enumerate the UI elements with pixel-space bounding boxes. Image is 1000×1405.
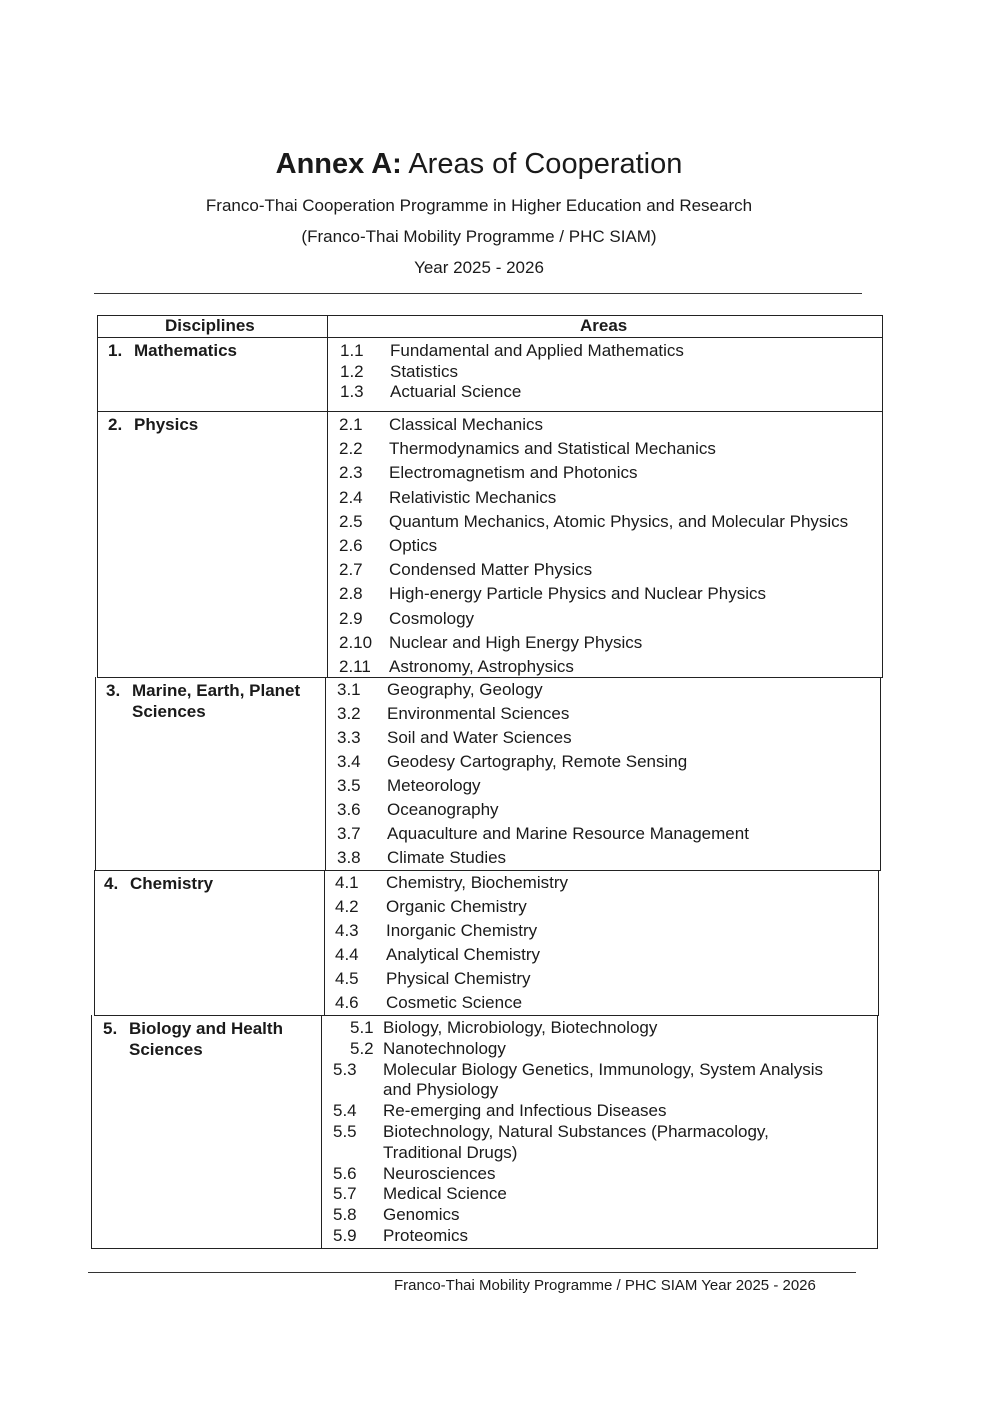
row-border: [94, 1015, 879, 1016]
area-name: Biotechnology, Natural Substances (Pharmacology,: [383, 1122, 769, 1141]
area-item: [333, 1205, 357, 1225]
area-name: Molecular Biology Genetics, Immunology, System Analysis: [383, 1059, 823, 1079]
area-item: [339, 463, 363, 483]
area-code: 3.5: [337, 776, 361, 795]
area-name: Climate Studies: [387, 848, 507, 867]
area-name: Geodesy Cartography, Remote Sensing: [387, 752, 688, 771]
area-code: 4.2: [335, 897, 359, 916]
discipline-name: Biology and Health: [129, 1019, 283, 1038]
area-item: [339, 609, 363, 629]
table-right-border: [878, 870, 879, 1015]
table-column-divider: [327, 315, 328, 337]
area-name: Oceanography: [387, 800, 499, 819]
area-item: [337, 728, 361, 748]
area-item: [339, 439, 363, 459]
area-item: [335, 945, 359, 965]
area-name: Re-emerging and Infectious Diseases: [383, 1101, 667, 1121]
area-code: 5.2: [350, 1038, 374, 1058]
area-item: [339, 488, 363, 508]
area-name: Meteorology: [387, 776, 481, 795]
area-item: [335, 897, 359, 917]
area-item: [335, 969, 359, 989]
area-code: 4.3: [335, 921, 359, 940]
area-name: Statistics: [390, 361, 459, 381]
area-item: [350, 1018, 374, 1038]
area-code: 2.10: [339, 632, 373, 652]
area-name: Cosmetic Science: [386, 993, 523, 1012]
area-code: 3.6: [337, 800, 361, 819]
row-border: [97, 411, 883, 412]
area-code: 5.6: [333, 1163, 357, 1183]
area-name: High-energy Particle Physics and Nuclear Physics: [389, 584, 766, 604]
area-code: 2.9: [339, 608, 363, 628]
table-left-border: [97, 315, 98, 337]
header-areas: Areas: [580, 316, 628, 335]
area-name-continued: Traditional Drugs): [383, 1142, 518, 1162]
area-name: Nanotechnology: [383, 1038, 506, 1058]
table-left-border: [94, 870, 95, 1015]
area-name: Quantum Mechanics, Atomic Physics, and Molecular Physics: [389, 511, 849, 531]
table-header-border: [97, 337, 883, 338]
row-border: [97, 677, 883, 678]
area-code: 2.4: [339, 487, 363, 507]
discipline-number: 2.: [108, 415, 123, 434]
area-code: 5.5: [333, 1122, 357, 1141]
table-left-border: [97, 337, 98, 411]
discipline-name: Mathematics: [134, 341, 237, 360]
area-code: 3.1: [337, 680, 361, 699]
area-code: 1.3: [340, 382, 364, 401]
area-item: [339, 633, 372, 653]
area-name: Biology, Microbiology, Biotechnology: [383, 1018, 658, 1037]
area-name: Actuarial Science: [390, 382, 522, 401]
area-item: [333, 1101, 357, 1121]
discipline-number: 3.: [106, 681, 121, 700]
area-name: Analytical Chemistry: [386, 945, 540, 964]
discipline-name: Physics: [134, 415, 199, 434]
area-code: 5.3: [333, 1059, 357, 1079]
page-footer: Franco-Thai Mobility Programme / PHC SIAM Year 2025 - 2026: [394, 1277, 816, 1294]
area-code: 2.5: [339, 511, 363, 531]
area-code: 3.3: [337, 728, 361, 747]
area-name: Fundamental and Applied Mathematics: [390, 341, 684, 360]
title-text: Areas of Cooperation: [408, 148, 683, 180]
area-name: Soil and Water Sciences: [387, 728, 572, 747]
area-item: [350, 1039, 374, 1059]
area-name: Chemistry, Biochemistry: [386, 873, 568, 892]
area-code: 4.4: [335, 945, 359, 964]
area-code: 5.1: [350, 1018, 374, 1037]
area-item: [339, 584, 363, 604]
discipline-name: Chemistry: [130, 874, 214, 893]
area-code: 5.4: [333, 1101, 357, 1121]
area-item: [335, 873, 359, 893]
area-item: [340, 382, 364, 402]
area-code: 2.8: [339, 584, 363, 604]
area-name: Environmental Sciences: [387, 704, 570, 723]
table-column-divider: [321, 1015, 322, 1248]
area-name: Nuclear and High Energy Physics: [389, 632, 643, 652]
area-item: [333, 1184, 357, 1204]
area-item: [337, 824, 361, 844]
area-name: Inorganic Chemistry: [386, 921, 538, 940]
area-name: Electromagnetism and Photonics: [389, 463, 638, 483]
discipline-name: Marine, Earth, Planet: [132, 681, 301, 700]
area-item: [333, 1164, 357, 1184]
area-item: [339, 512, 363, 532]
row-border: [95, 870, 881, 871]
area-code: 2.11: [339, 657, 371, 676]
table-column-divider: [327, 411, 328, 677]
area-item: [333, 1122, 357, 1142]
area-code: 4.5: [335, 969, 359, 988]
subtitle-year: Year 2025 - 2026: [414, 258, 544, 277]
area-name: Geography, Geology: [387, 680, 543, 699]
area-item: [339, 415, 363, 435]
area-code: 5.7: [333, 1184, 357, 1204]
area-item: [337, 704, 361, 724]
area-item: [340, 341, 364, 361]
area-code: 3.4: [337, 752, 361, 771]
area-item: [337, 848, 361, 868]
discipline-number: 1.: [108, 341, 123, 360]
discipline-cell: [103, 1018, 283, 1060]
area-name: Neurosciences: [383, 1163, 496, 1183]
area-item: [337, 680, 361, 700]
area-code: 5.9: [333, 1226, 357, 1245]
discipline-name: Sciences: [132, 702, 206, 721]
area-code: 4.1: [335, 873, 359, 892]
table-column-divider: [327, 337, 328, 411]
area-name: Thermodynamics and Statistical Mechanics: [389, 439, 716, 459]
area-name: Proteomics: [383, 1226, 469, 1245]
area-item: [335, 921, 359, 941]
area-code: 1.2: [340, 361, 364, 381]
area-code: 1.1: [340, 341, 364, 360]
area-code: 2.1: [339, 415, 363, 434]
area-item: [337, 776, 361, 796]
area-name: Classical Mechanics: [389, 415, 543, 434]
area-name: Cosmology: [389, 608, 475, 628]
page-title: [0, 148, 958, 181]
subtitle-mobility: (Franco-Thai Mobility Programme / PHC SIAM): [301, 227, 657, 246]
area-code: 5.8: [333, 1205, 357, 1225]
area-item: [333, 1226, 357, 1246]
area-code: 2.2: [339, 439, 363, 459]
area-code: 2.6: [339, 536, 363, 555]
area-name: Medical Science: [383, 1184, 507, 1204]
area-item: [333, 1060, 357, 1080]
discipline-cell: [108, 414, 198, 435]
header-divider: [94, 293, 862, 294]
area-item: [335, 993, 359, 1013]
footer-divider: [88, 1272, 856, 1273]
table-left-border: [97, 411, 98, 677]
area-code: 3.2: [337, 704, 361, 723]
area-name: Relativistic Mechanics: [389, 487, 557, 507]
area-name: Physical Chemistry: [386, 969, 531, 988]
table-left-border: [95, 677, 96, 870]
discipline-cell: [108, 340, 237, 361]
table-right-border: [882, 337, 883, 411]
table-column-divider: [324, 870, 325, 1015]
discipline-name: Sciences: [129, 1040, 203, 1059]
area-code: 2.7: [339, 560, 363, 580]
area-name: Organic Chemistry: [386, 897, 527, 916]
area-item: [337, 752, 361, 772]
area-name: Optics: [389, 536, 438, 555]
subtitle-programme: Franco-Thai Cooperation Programme in Higher Education and Research: [205, 196, 753, 215]
discipline-number: 4.: [104, 874, 119, 893]
table-left-border: [91, 1015, 92, 1248]
discipline-cell: [106, 680, 300, 722]
area-item: [340, 362, 364, 382]
discipline-number: 5.: [103, 1019, 118, 1038]
area-name: Genomics: [383, 1205, 460, 1225]
area-name: Astronomy, Astrophysics: [389, 657, 574, 676]
row-border: [91, 1248, 878, 1249]
table-right-border: [877, 1015, 878, 1248]
discipline-cell: [104, 873, 213, 894]
area-name: Condensed Matter Physics: [389, 560, 593, 580]
title-prefix: Annex A:: [275, 148, 402, 180]
table-column-divider: [325, 677, 326, 870]
area-code: 4.6: [335, 993, 359, 1012]
table-right-border: [880, 677, 881, 870]
area-item: [337, 800, 361, 820]
area-item: [339, 657, 371, 677]
area-code: 3.8: [337, 848, 361, 867]
area-name: Aquaculture and Marine Resource Management: [387, 824, 749, 843]
area-item: [339, 536, 363, 556]
table-right-border: [882, 315, 883, 337]
area-item: [339, 560, 363, 580]
header-disciplines: Disciplines: [165, 316, 255, 335]
area-name-continued: and Physiology: [383, 1080, 499, 1100]
area-code: 2.3: [339, 463, 363, 483]
table-right-border: [882, 411, 883, 677]
area-code: 3.7: [337, 824, 361, 843]
